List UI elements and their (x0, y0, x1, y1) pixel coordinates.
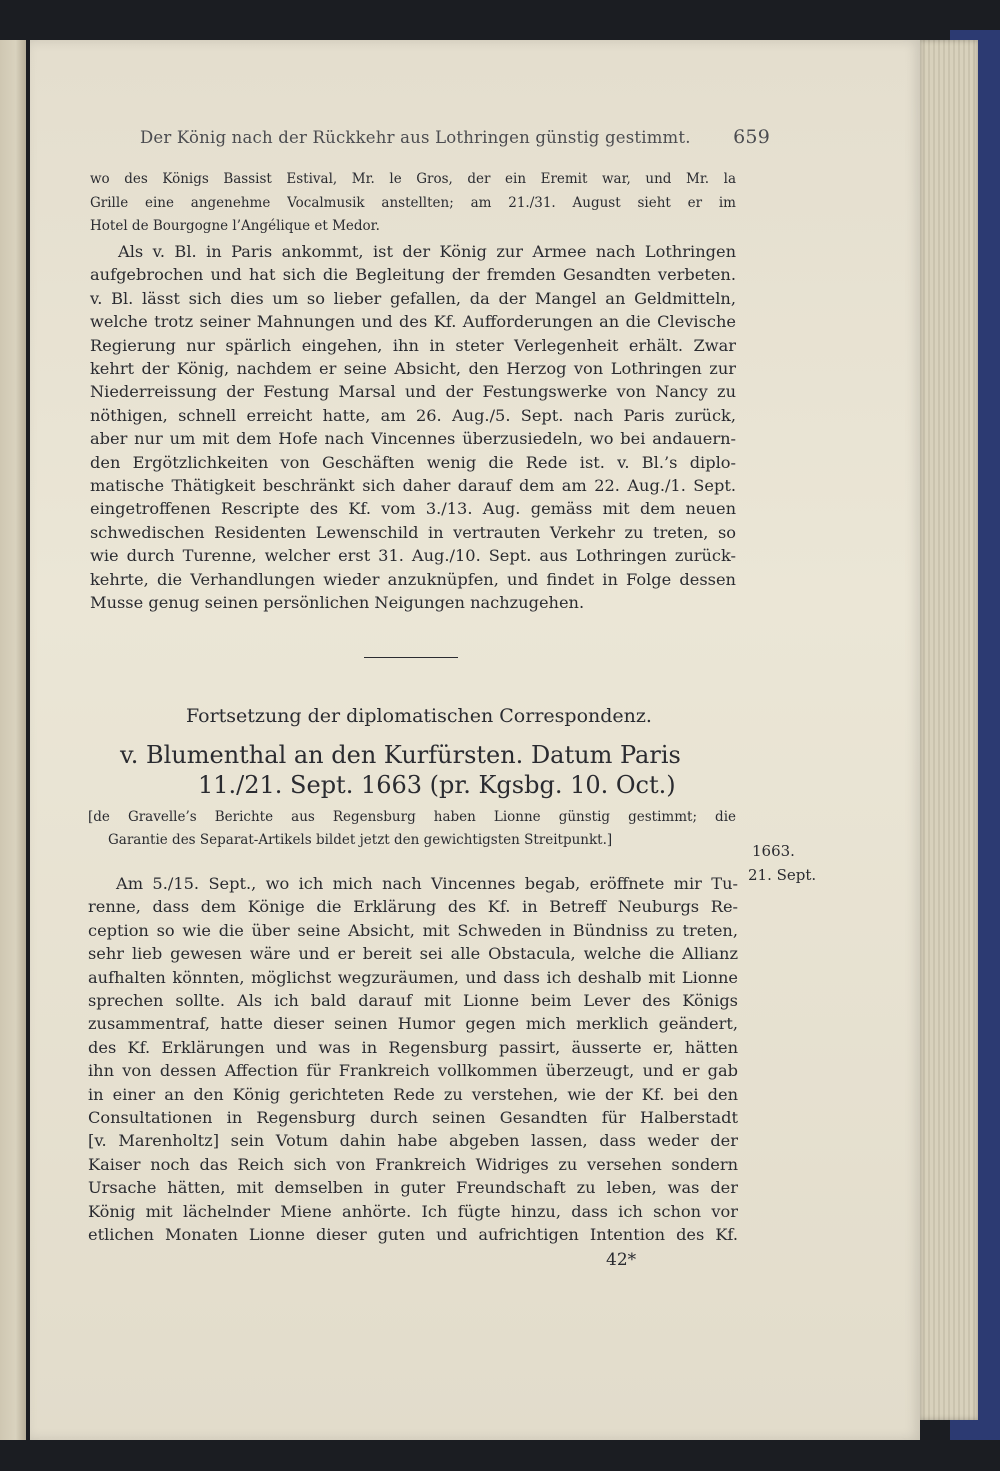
text-line: Ursache hätten, mit demselben in guter Freundschaft zu leben, was der (88, 1178, 738, 1198)
text-line: König mit lächelnder Miene anhörte. Ich fügte hinzu, dass ich schon vor (88, 1201, 738, 1221)
text-line: aber nur um mit dem Hofe nach Vincennes überzusiedeln, wo bei andauern- (90, 429, 736, 449)
text-line: Regierung nur spärlich eingehen, ihn in steter Verlegenheit erhält. Zwar (90, 335, 736, 355)
text-line: Am 5./15. Sept., wo ich mich nach Vincennes begab, eröffnete mir Tu- (116, 874, 738, 893)
text-line: zusammentraf, hatte dieser seinen Humor gegen mich merklich geändert, (88, 1014, 738, 1034)
text-line: v. Bl. lässt sich dies um so lieber gefallen, da der Mangel an Geldmitteln, (90, 288, 736, 308)
text-line: ception so wie die über seine Absicht, mit Schweden in Bündniss zu treten, (88, 920, 738, 940)
page-number: 659 (733, 126, 770, 148)
text-line: Consultationen in Regensburg durch seinen Gesandten für Halberstadt (88, 1108, 738, 1128)
text-line: Hotel de Bourgogne l’Angélique et Medor. (90, 218, 380, 234)
text-line: renne, dass dem Könige die Erklärung des Kf. in Betreff Neuburgs Re- (88, 897, 738, 917)
page-block-edges (920, 40, 978, 1420)
text-line: sprechen sollte. Als ich bald darauf mit Lionne beim Lever des Königs (88, 991, 738, 1011)
text-line: nöthigen, schnell erreicht hatte, am 26. Aug./5. Sept. nach Paris zurück, (90, 405, 736, 425)
text-line: Musse genug seinen persönlichen Neigungen nachzugehen. (90, 593, 585, 613)
text-line: in einer an den König gerichteten Rede zu verstehen, wie der Kf. bei den (88, 1084, 738, 1104)
letter-heading-line-1: v. Blumenthal an den Kurfürsten. Datum Paris (120, 741, 681, 769)
text-line: des Kf. Erklärungen und was in Regensburg passirt, äusserte er, hätten (88, 1037, 738, 1057)
running-title: Der König nach der Rückkehr aus Lothringen günstig gestimmt. (140, 128, 691, 147)
text-line: Als v. Bl. in Paris ankommt, ist der König zur Armee nach Lothringen (118, 242, 736, 261)
text-line: kehrt der König, nachdem er seine Absicht, den Herzog von Lothringen zur (90, 359, 736, 379)
text-line: matische Thätigkeit beschränkt sich daher darauf dem am 22. Aug./1. Sept. (90, 476, 736, 496)
text-line: wie durch Turenne, welcher erst 31. Aug./10. Sept. aus Lothringen zurück- (90, 546, 736, 566)
text-line: den Ergötzlichkeiten von Geschäften wenig die Rede ist. v. Bl.’s diplo- (90, 452, 736, 472)
text-line: Garantie des Separat-Artikels bildet jetzt den gewichtigsten Streitpunkt.] (108, 832, 613, 848)
text-line: [v. Marenholtz] sein Votum dahin habe abgeben lassen, dass weder der (88, 1131, 738, 1151)
margin-date: 21. Sept. (748, 866, 817, 884)
signature-mark: 42* (606, 1250, 637, 1270)
text-line: eingetroffenen Rescripte des Kf. vom 3./13. Aug. gemäss mit dem neuen (90, 499, 736, 519)
text-line: ihn von dessen Affection für Frankreich vollkommen überzeugt, und er gab (88, 1061, 738, 1081)
text-line: Grille eine angenehme Vocalmusik anstellten; am 21./31. August sieht er im (90, 194, 736, 211)
letter-summary (88, 806, 736, 852)
text-line: aufhalten könnten, möglichst wegzuräumen, und dass ich deshalb mit Lionne (88, 967, 738, 987)
text-line: kehrte, die Verhandlungen wieder anzuknüpfen, und findet in Folge dessen (90, 569, 736, 589)
text-line: etlichen Monaten Lionne dieser guten und aufrichtigen Intention des Kf. (88, 1225, 738, 1245)
narrative-paragraph (90, 240, 736, 615)
text-line: welche trotz seiner Mahnungen und des Kf. Aufforderungen an die Clevische (90, 312, 736, 332)
text-line: wo des Königs Bassist Estival, Mr. le Gros, der ein Eremit war, und Mr. la (90, 171, 736, 187)
section-divider (364, 657, 458, 658)
text-line: schwedischen Residenten Lewenschild in vertrauten Verkehr zu treten, so (90, 522, 736, 542)
letter-heading-line-2: 11./21. Sept. 1663 (pr. Kgsbg. 10. Oct.) (198, 771, 676, 799)
section-heading: Fortsetzung der diplomatischen Correspondenz. (186, 705, 652, 727)
intro-paragraph (90, 168, 736, 239)
text-line: [de Gravelle’s Berichte aus Regensburg haben Lionne günstig gestimmt; die (88, 809, 736, 825)
text-line: aufgebrochen und hat sich die Begleitung der fremden Gesandten verbeten. (90, 265, 736, 285)
text-line: Kaiser noch das Reich sich von Frankreich Widriges zu versehen sondern (88, 1154, 738, 1174)
previous-page-edge (0, 40, 26, 1440)
letter-body (88, 872, 738, 1247)
margin-year: 1663. (752, 842, 795, 860)
text-line: sehr lieb gewesen wäre und er bereit sei alle Obstacula, welche die Allianz (88, 944, 738, 964)
text-line: Niederreissung der Festung Marsal und der Festungswerke von Nancy zu (90, 382, 736, 402)
